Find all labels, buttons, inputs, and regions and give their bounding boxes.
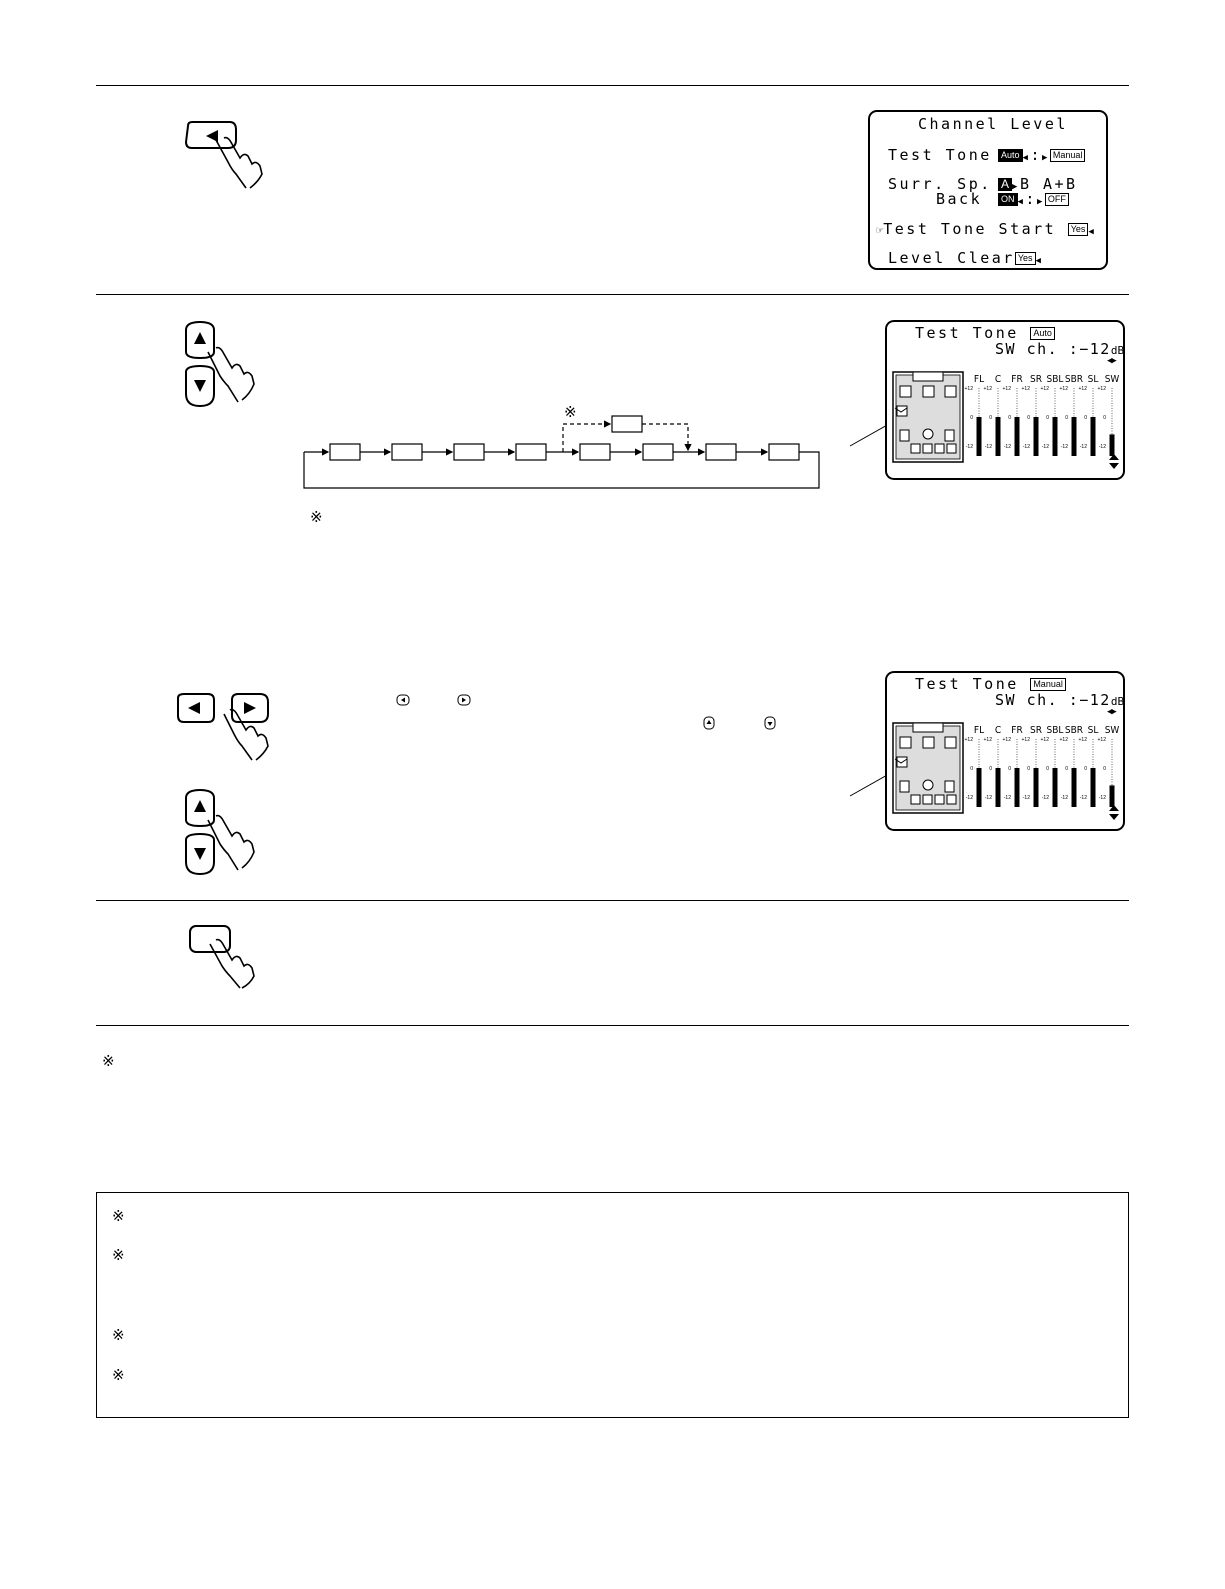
channel-label: FL	[973, 374, 985, 385]
reference-mark: ※	[112, 1326, 125, 1344]
channel-meter	[965, 374, 985, 456]
arrow-right-icon: ▶	[1036, 197, 1045, 207]
channel-sequence-diagram	[300, 410, 825, 494]
level-bar	[1110, 785, 1115, 807]
level-bar	[1053, 768, 1058, 807]
tick-label: 0	[1065, 415, 1068, 421]
tick-label: +12	[1002, 737, 1011, 743]
back-options[interactable]: ON ◀:▶ OFF	[998, 190, 1069, 208]
level-bar	[996, 417, 1001, 456]
channel-label: SW	[1104, 374, 1120, 385]
speaker-icon	[900, 430, 909, 441]
level-clear-label: Level Clear	[888, 249, 1015, 267]
notes-box	[96, 1192, 1129, 1418]
meter-area	[887, 322, 1123, 478]
tick-label: +12	[1021, 386, 1030, 392]
sequence-box	[516, 444, 546, 460]
channel-meter	[1098, 374, 1120, 456]
screen-title: Test Tone Manual	[915, 675, 1066, 693]
tick-label: +12	[964, 737, 973, 743]
reference-mark: ※	[112, 1207, 125, 1225]
channel-meter	[1022, 725, 1042, 807]
reference-mark: ※	[564, 403, 577, 421]
tick-label: 0	[1046, 766, 1049, 772]
reference-mark: ※	[102, 1052, 115, 1070]
start-yes-tag: Yes	[1068, 223, 1089, 236]
tick-label: -12	[984, 444, 992, 450]
a-tag: A	[998, 178, 1012, 191]
sequence-box	[769, 444, 799, 460]
tick-label: 0	[970, 766, 973, 772]
arrow-left-icon: ◀	[1035, 256, 1044, 266]
left-right-arrows-icon: ◀▶	[1107, 707, 1116, 717]
tick-label: -12	[1060, 444, 1068, 450]
tick-label: 0	[1103, 415, 1106, 421]
reference-mark: ※	[112, 1246, 125, 1264]
channel-meter	[1098, 725, 1120, 807]
channel-meter	[1079, 374, 1099, 456]
tick-label: 0	[989, 766, 992, 772]
screen-title: Channel Level	[918, 115, 1068, 133]
speaker-icon	[923, 737, 934, 748]
channel-label: SBR	[1064, 725, 1084, 736]
tick-label: 0	[1027, 766, 1030, 772]
channel-label: SL	[1087, 725, 1099, 736]
speaker-layout-panel	[893, 723, 963, 813]
level-bar	[1015, 417, 1020, 456]
tick-label: +12	[1040, 737, 1049, 743]
test-tone-start-label: Test Tone Start	[883, 220, 1057, 238]
channel-meter	[984, 725, 1002, 807]
speaker-icon	[900, 386, 911, 397]
channel-readout: SW ch. :−12dB	[995, 691, 1125, 709]
speaker-icon	[923, 386, 934, 397]
tick-label: -12	[1079, 444, 1087, 450]
tick-label: +12	[1078, 737, 1087, 743]
surr-sp-options[interactable]: A ▶B A+B	[998, 175, 1078, 193]
level-meter-graphic	[887, 322, 1123, 478]
tick-label: -12	[1079, 795, 1087, 801]
listener-icon	[923, 780, 933, 790]
tick-label: +12	[1078, 386, 1087, 392]
channel-label: SR	[1030, 725, 1042, 736]
left-right-arrows-icon: ◀▶	[1107, 356, 1116, 366]
tick-label: -12	[1041, 795, 1049, 801]
cursor-down-small-icon	[764, 716, 776, 730]
channel-meter	[1022, 374, 1042, 456]
screen-title: Test Tone Auto	[915, 324, 1055, 342]
speaker-icon	[935, 795, 944, 804]
channel-meter	[1003, 374, 1023, 456]
tick-label: -12	[984, 795, 992, 801]
channel-meter	[965, 725, 985, 807]
auto-tag: Auto	[1030, 327, 1055, 340]
reference-mark: ※	[310, 508, 323, 526]
tick-label: -12	[1098, 795, 1106, 801]
tick-label: +12	[1002, 386, 1011, 392]
speaker-icon	[935, 444, 944, 453]
speaker-icon	[945, 737, 956, 748]
arrow-left-icon: ◀	[1022, 153, 1031, 163]
cursor-left-button-illustration[interactable]	[180, 118, 270, 193]
tick-label: +12	[1059, 737, 1068, 743]
tick-label: +12	[1097, 737, 1106, 743]
tick-label: -12	[965, 795, 973, 801]
tick-label: 0	[1046, 415, 1049, 421]
level-bar	[1091, 768, 1096, 807]
speaker-icon	[900, 737, 911, 748]
test-tone-label: Test Tone	[888, 146, 992, 164]
test-tone-manual-screen	[885, 671, 1125, 831]
back-label: Back	[936, 190, 983, 208]
channel-label: SL	[1087, 374, 1099, 385]
speaker-icon	[911, 795, 920, 804]
channel-meter	[984, 374, 1002, 456]
clear-yes-tag: Yes	[1015, 252, 1036, 265]
tick-label: +12	[983, 737, 992, 743]
tick-label: -12	[1022, 795, 1030, 801]
speaker-icon	[945, 781, 954, 792]
off-tag: OFF	[1045, 193, 1069, 206]
tick-label: +12	[1097, 386, 1106, 392]
auto-tag: Auto	[998, 149, 1023, 162]
arrow-left-icon: ◀	[1017, 197, 1026, 207]
level-bar	[1072, 417, 1077, 456]
level-bar	[1110, 434, 1115, 456]
channel-label: FR	[1011, 374, 1023, 385]
channel-label: FR	[1011, 725, 1023, 736]
level-bar	[1034, 768, 1039, 807]
cursor-hand-icon: ☞	[876, 223, 884, 237]
channel-label: SBR	[1064, 374, 1084, 385]
sequence-box	[392, 444, 422, 460]
tick-label: 0	[1084, 766, 1087, 772]
speaker-icon	[923, 444, 932, 453]
channel-label: FL	[973, 725, 985, 736]
tick-label: +12	[1021, 737, 1030, 743]
channel-label: C	[994, 374, 1002, 385]
tick-label: +12	[1040, 386, 1049, 392]
speaker-icon	[911, 444, 920, 453]
channel-level-screen	[868, 110, 1108, 270]
sequence-box	[706, 444, 736, 460]
tick-label: -12	[1060, 795, 1068, 801]
channel-meter	[1079, 725, 1099, 807]
tick-label: 0	[989, 415, 992, 421]
level-bar	[1053, 417, 1058, 456]
tick-label: 0	[1008, 415, 1011, 421]
speaker-icon	[945, 430, 954, 441]
sequence-box	[643, 444, 673, 460]
listener-icon	[923, 429, 933, 439]
channel-label: SBL	[1046, 725, 1064, 736]
optional-sequence-box	[612, 416, 642, 432]
channel-label: SW	[1104, 725, 1120, 736]
speaker-icon	[947, 444, 956, 453]
level-bar	[1015, 768, 1020, 807]
level-bar	[977, 417, 982, 456]
level-meter-graphic	[887, 673, 1123, 829]
up-down-arrows-icon	[1109, 805, 1119, 820]
tick-label: +12	[983, 386, 992, 392]
test-tone-options[interactable]: Auto ◀:▶ Manual	[998, 146, 1085, 164]
level-bar	[1034, 417, 1039, 456]
channel-label: SBL	[1046, 374, 1064, 385]
arrow-left-icon: ◀	[1088, 227, 1097, 237]
tick-label: 0	[1065, 766, 1068, 772]
tick-label: 0	[1084, 415, 1087, 421]
sequence-box	[454, 444, 484, 460]
surr-sp-label: Surr. Sp.	[888, 175, 992, 193]
arrow-right-icon: ▶	[1012, 182, 1020, 192]
tick-label: +12	[964, 386, 973, 392]
manual-tag: Manual	[1050, 149, 1086, 162]
level-bar	[996, 768, 1001, 807]
enter-button-illustration[interactable]	[186, 922, 266, 992]
tick-label: 0	[970, 415, 973, 421]
speaker-icon	[945, 386, 956, 397]
reference-mark: ※	[112, 1366, 125, 1384]
test-tone-auto-screen	[885, 320, 1125, 480]
tick-label: -12	[1041, 444, 1049, 450]
tick-label: -12	[1003, 444, 1011, 450]
tick-label: 0	[1103, 766, 1106, 772]
speaker-icon	[947, 795, 956, 804]
speaker-icon	[900, 781, 909, 792]
up-down-arrows-icon	[1109, 454, 1119, 469]
tick-label: -12	[1003, 795, 1011, 801]
meter-area	[887, 673, 1123, 829]
tick-label: -12	[1098, 444, 1106, 450]
channel-label: SR	[1030, 374, 1042, 385]
level-bar	[977, 768, 982, 807]
test-tone-start-row[interactable]	[876, 220, 1096, 238]
cursor-up-small-icon	[703, 716, 715, 730]
tick-label: 0	[1008, 766, 1011, 772]
speaker-icon	[923, 795, 932, 804]
cursor-up-down-buttons-illustration[interactable]	[180, 786, 270, 878]
tick-label: 0	[1027, 415, 1030, 421]
channel-readout: SW ch. :−12dB	[995, 340, 1125, 358]
sequence-box	[330, 444, 360, 460]
cursor-left-small-icon	[396, 694, 410, 706]
speaker-layout-panel	[893, 372, 963, 462]
cursor-right-small-icon	[457, 694, 471, 706]
level-clear-row[interactable]	[888, 249, 1043, 267]
tick-label: +12	[1059, 386, 1068, 392]
level-bar	[1091, 417, 1096, 456]
level-bar	[1072, 768, 1077, 807]
tick-label: -12	[1022, 444, 1030, 450]
arrow-right-icon: ▶	[1041, 153, 1050, 163]
tick-label: -12	[965, 444, 973, 450]
manual-tag: Manual	[1030, 678, 1066, 691]
cursor-left-right-buttons-illustration[interactable]	[172, 690, 282, 765]
sequence-box	[580, 444, 610, 460]
channel-meter	[1003, 725, 1023, 807]
channel-label: C	[994, 725, 1002, 736]
cursor-up-down-buttons-illustration[interactable]	[180, 318, 270, 410]
on-tag: ON	[998, 193, 1018, 206]
